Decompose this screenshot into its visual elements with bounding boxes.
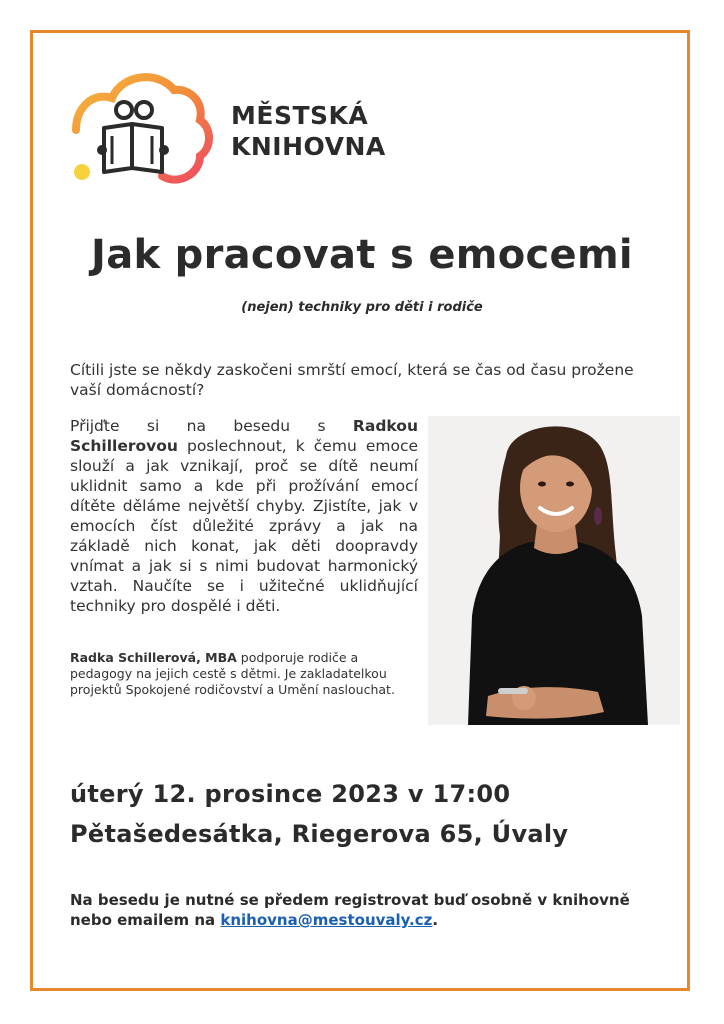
library-logo-icon — [66, 68, 216, 193]
speaker-photo — [428, 416, 680, 725]
speaker-bio — [70, 650, 418, 698]
description-after: poslechnout, k čemu emoce slouží a jak vznikají, proč se dítě neumí uklidnit samo a kde při prožívání emocí dítěte děláme největší chyby. Zjistíte, jak v emocích číst důležité zprávy a jak na základě nich konat, jak děti doopravdy vnímat a jak si s nimi budovat harmonický vztah. Naučíte se i užitečné uklidňující techniky pro dospělé i děti. — [70, 437, 418, 615]
bio-text: podporuje rodiče a pedagogy na jejich cestě s dětmi. Je zakladatelkou projektů Spokojené rodičovství a Umění naslouchat. — [70, 650, 395, 697]
speaker-name: Radkou Schillerovou — [70, 417, 418, 455]
description-paragraph — [70, 416, 418, 616]
library-name-line2: KNIHOVNA — [231, 132, 386, 161]
page-title: Jak pracovat s emocemi — [91, 232, 633, 278]
registration-note — [70, 890, 650, 930]
bio-name: Radka Schillerová, MBA — [70, 650, 237, 665]
library-name — [231, 100, 386, 162]
page-subtitle: (nejen) techniky pro děti i rodiče — [241, 300, 483, 315]
description-before: Přijďte si na besedu s — [70, 417, 353, 435]
intro-paragraph: Cítili jste se někdy zaskočeni smrští emocí, která se čas od času prožene vaší domácností? — [70, 361, 634, 399]
email-link[interactable]: knihovna@mestouvaly.cz — [220, 911, 433, 929]
library-name-line1: MĚSTSKÁ — [231, 101, 369, 130]
registration-text: Na besedu je nutné se předem registrovat buď osobně v knihovně nebo emailem na — [70, 891, 630, 929]
event-place: Pětašedesátka, Riegerova 65, Úvaly — [70, 820, 569, 848]
event-date: úterý 12. prosince 2023 v 17:00 — [70, 780, 511, 808]
registration-end: . — [432, 911, 439, 929]
